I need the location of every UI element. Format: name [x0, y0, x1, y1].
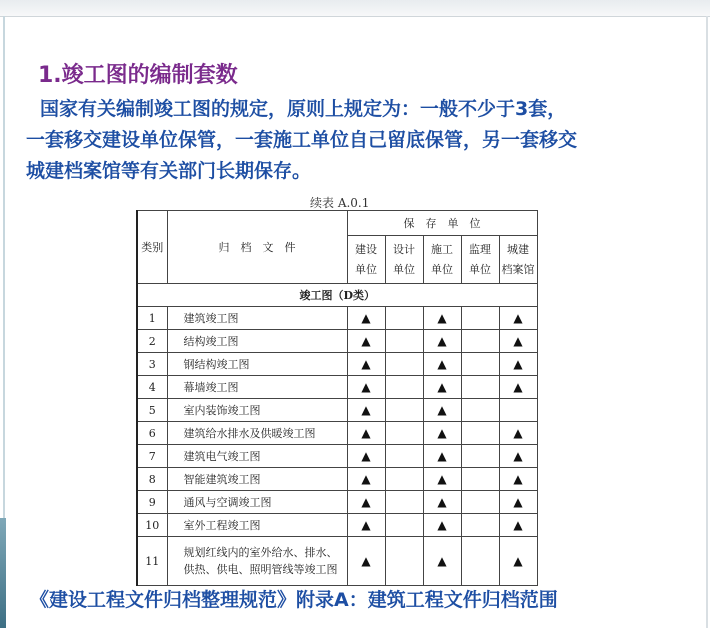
- storage-cell: [461, 399, 499, 422]
- row-number: 5: [137, 399, 167, 422]
- header-file: 归 档 文 件: [167, 211, 347, 284]
- table-row: [137, 491, 537, 514]
- storage-cell: [461, 514, 499, 537]
- table-row: [137, 353, 537, 376]
- storage-cell: [461, 307, 499, 330]
- filled-triangle-icon: ▲: [361, 554, 371, 568]
- table-row: [137, 468, 537, 491]
- source-reference: 《建设工程文件归档整理规范》附录A：建筑工程文件归档范围: [30, 589, 558, 611]
- header-category: 类别: [137, 211, 167, 284]
- row-number: 11: [137, 537, 167, 586]
- storage-cell: [385, 468, 423, 491]
- storage-cell: [385, 330, 423, 353]
- table-row: [137, 422, 537, 445]
- row-file-name: 建筑给水排水及供暖竣工图: [167, 422, 347, 445]
- corner-decoration: [0, 518, 6, 628]
- storage-cell: [423, 514, 461, 537]
- filled-triangle-icon: ▲: [513, 472, 523, 486]
- storage-cell: [347, 445, 385, 468]
- filled-triangle-icon: ▲: [513, 311, 523, 325]
- filled-triangle-icon: ▲: [361, 403, 371, 417]
- storage-cell: [347, 307, 385, 330]
- storage-cell: [499, 330, 537, 353]
- storage-cell: [385, 307, 423, 330]
- filled-triangle-icon: ▲: [437, 403, 447, 417]
- row-number: 3: [137, 353, 167, 376]
- row-file-name: 规划红线内的室外给水、排水、 供热、供电、照明管线等竣工图: [167, 537, 347, 586]
- row-number: 7: [137, 445, 167, 468]
- filled-triangle-icon: ▲: [513, 518, 523, 532]
- row-file-name: 幕墙竣工图: [167, 376, 347, 399]
- storage-cell: [499, 399, 537, 422]
- filled-triangle-icon: ▲: [361, 495, 371, 509]
- storage-cell: [423, 399, 461, 422]
- table-row: [137, 330, 537, 353]
- row-file-name: 室内装饰竣工图: [167, 399, 347, 422]
- filled-triangle-icon: ▲: [437, 311, 447, 325]
- filled-triangle-icon: ▲: [437, 554, 447, 568]
- row-file-name: 建筑竣工图: [167, 307, 347, 330]
- intro-paragraph: [26, 94, 694, 187]
- storage-cell: [499, 307, 537, 330]
- filled-triangle-icon: ▲: [361, 449, 371, 463]
- storage-cell: [461, 537, 499, 586]
- filled-triangle-icon: ▲: [437, 426, 447, 440]
- storage-cell: [461, 491, 499, 514]
- storage-cell: [461, 422, 499, 445]
- window-top-bar: [0, 0, 710, 17]
- row-number: 6: [137, 422, 167, 445]
- storage-cell: [385, 491, 423, 514]
- storage-cell: [423, 422, 461, 445]
- header-unit: 设计 单位: [385, 236, 423, 284]
- table-row: [137, 399, 537, 422]
- slide-heading: 1.竣工图的编制套数: [38, 63, 238, 88]
- row-number: 8: [137, 468, 167, 491]
- intro-line-2: 一套移交建设单位保管，一套施工单位自己留底保管，另一套移交: [26, 129, 578, 151]
- table-row: [137, 514, 537, 537]
- right-border-line: [706, 16, 708, 628]
- intro-line-1: 国家有关编制竣工图的规定，原则上规定为：一般不少于3套，: [40, 98, 567, 120]
- storage-cell: [461, 330, 499, 353]
- filled-triangle-icon: ▲: [513, 357, 523, 371]
- section-title: 竣工图（D类）: [137, 284, 537, 307]
- filled-triangle-icon: ▲: [361, 311, 371, 325]
- filled-triangle-icon: ▲: [437, 380, 447, 394]
- storage-cell: [461, 445, 499, 468]
- storage-cell: [499, 445, 537, 468]
- storage-cell: [499, 376, 537, 399]
- filled-triangle-icon: ▲: [437, 495, 447, 509]
- storage-cell: [499, 353, 537, 376]
- storage-cell: [385, 353, 423, 376]
- storage-cell: [347, 399, 385, 422]
- header-unit: 施工 单位: [423, 236, 461, 284]
- filled-triangle-icon: ▲: [361, 426, 371, 440]
- filled-triangle-icon: ▲: [513, 554, 523, 568]
- storage-cell: [461, 353, 499, 376]
- storage-cell: [499, 468, 537, 491]
- filled-triangle-icon: ▲: [361, 357, 371, 371]
- storage-cell: [499, 422, 537, 445]
- intro-line-3: 城建档案馆等有关部门长期保存。: [26, 160, 312, 182]
- filled-triangle-icon: ▲: [513, 380, 523, 394]
- table-caption: 续表 A.0.1: [310, 196, 370, 210]
- storage-cell: [423, 491, 461, 514]
- storage-cell: [423, 468, 461, 491]
- table-row: [137, 376, 537, 399]
- storage-cell: [347, 422, 385, 445]
- filled-triangle-icon: ▲: [513, 449, 523, 463]
- storage-cell: [461, 376, 499, 399]
- row-number: 10: [137, 514, 167, 537]
- row-number: 2: [137, 330, 167, 353]
- filled-triangle-icon: ▲: [437, 334, 447, 348]
- table-row: [137, 537, 537, 586]
- storage-cell: [423, 330, 461, 353]
- row-number: 9: [137, 491, 167, 514]
- storage-cell: [499, 514, 537, 537]
- storage-cell: [385, 537, 423, 586]
- row-number: 1: [137, 307, 167, 330]
- header-unit: 建设 单位: [347, 236, 385, 284]
- storage-cell: [347, 491, 385, 514]
- row-file-name: 建筑电气竣工图: [167, 445, 347, 468]
- storage-cell: [423, 445, 461, 468]
- row-file-name: 室外工程竣工图: [167, 514, 347, 537]
- row-number: 4: [137, 376, 167, 399]
- storage-cell: [499, 491, 537, 514]
- filled-triangle-icon: ▲: [361, 334, 371, 348]
- storage-cell: [347, 468, 385, 491]
- storage-cell: [423, 376, 461, 399]
- storage-cell: [347, 376, 385, 399]
- storage-cell: [385, 376, 423, 399]
- archive-scope-table: [136, 210, 538, 586]
- storage-cell: [385, 422, 423, 445]
- row-file-name: 智能建筑竣工图: [167, 468, 347, 491]
- storage-cell: [461, 468, 499, 491]
- filled-triangle-icon: ▲: [437, 449, 447, 463]
- table-row: [137, 445, 537, 468]
- table-row: [137, 307, 537, 330]
- filled-triangle-icon: ▲: [513, 334, 523, 348]
- filled-triangle-icon: ▲: [437, 518, 447, 532]
- storage-cell: [423, 353, 461, 376]
- filled-triangle-icon: ▲: [361, 380, 371, 394]
- header-storage-group: 保 存 单 位: [347, 211, 537, 236]
- row-file-name: 结构竣工图: [167, 330, 347, 353]
- storage-cell: [423, 537, 461, 586]
- filled-triangle-icon: ▲: [361, 518, 371, 532]
- storage-cell: [423, 307, 461, 330]
- header-unit: 监理 单位: [461, 236, 499, 284]
- filled-triangle-icon: ▲: [513, 426, 523, 440]
- row-file-name: 通风与空调竣工图: [167, 491, 347, 514]
- filled-triangle-icon: ▲: [513, 495, 523, 509]
- storage-cell: [385, 514, 423, 537]
- storage-cell: [385, 445, 423, 468]
- storage-cell: [347, 330, 385, 353]
- storage-cell: [385, 399, 423, 422]
- header-unit: 城建 档案馆: [499, 236, 537, 284]
- storage-cell: [499, 537, 537, 586]
- filled-triangle-icon: ▲: [437, 357, 447, 371]
- filled-triangle-icon: ▲: [361, 472, 371, 486]
- row-file-name: 钢结构竣工图: [167, 353, 347, 376]
- storage-cell: [347, 514, 385, 537]
- storage-cell: [347, 537, 385, 586]
- storage-cell: [347, 353, 385, 376]
- filled-triangle-icon: ▲: [437, 472, 447, 486]
